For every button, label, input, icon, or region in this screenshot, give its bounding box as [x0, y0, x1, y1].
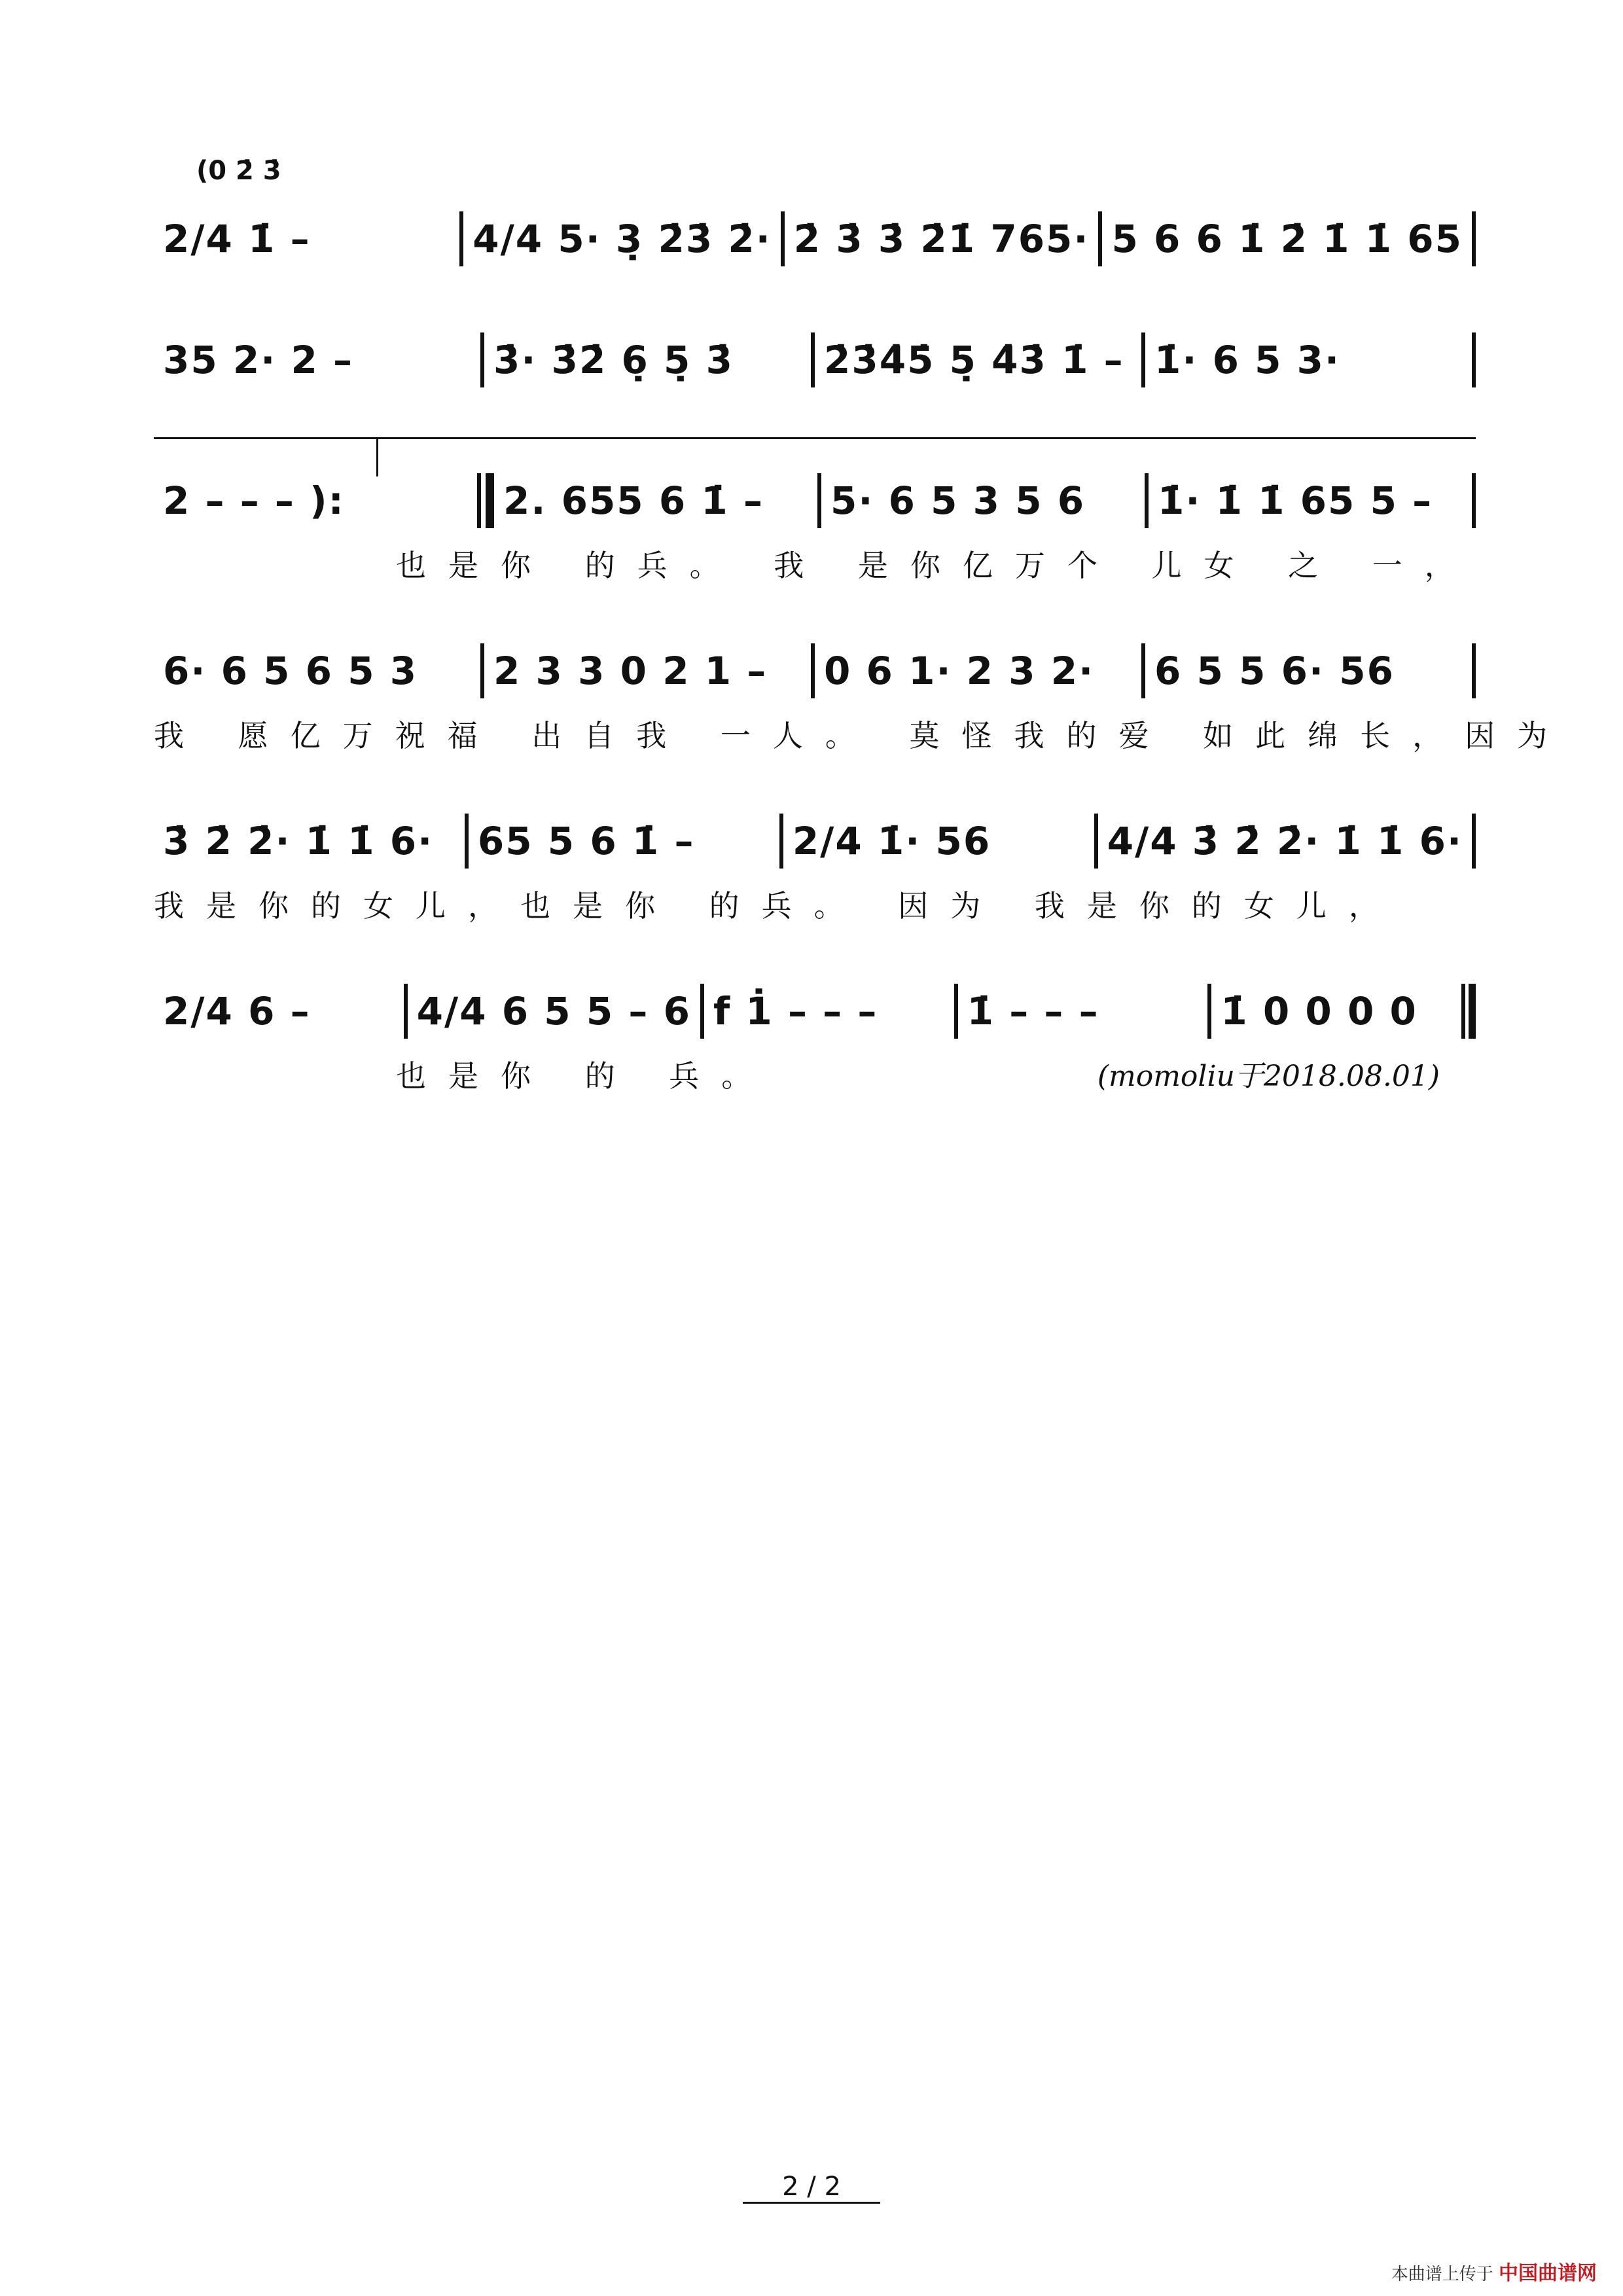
measure: 2̇3̇4̇5̇ 5̣ 4̇3̇ 1̇ – [824, 338, 1124, 382]
measure: 1̇· 6 5 3· [1154, 338, 1341, 382]
measure: 6· 6 5 6 5 3 [163, 649, 418, 693]
lyrics-line: 也是你 的 兵。 [396, 1058, 774, 1094]
measure: 4/4 3̇ 2̇ 2̇· 1̇ 1̇ 6· [1107, 819, 1463, 863]
measure: 35 2· 2 – [163, 338, 354, 382]
measure: 0 6 1· 2 3 2· [824, 649, 1095, 693]
volta-bracket [154, 437, 1476, 439]
measure: 2 3 3 0 2 1 – [493, 649, 768, 693]
measure: 4/4 6 5 5 – 6 [416, 989, 691, 1033]
measure: 3̇· 3̇2̇ 6̣ 5̣ 3̇ [493, 338, 734, 382]
measure: 2/4 6 – [163, 989, 311, 1033]
measure: 2/4 1̇· 56 [792, 819, 991, 863]
measure: 1̇ 0 0 0 0 [1221, 989, 1418, 1033]
site-logo: 中国曲谱网 [1499, 2262, 1597, 2285]
lyrics-line: 也是你 的兵。 我 是你亿万个 儿女 之 一， [396, 548, 1477, 583]
pickup-notes: (0 2̇ 3̇ [196, 156, 281, 186]
barline [1472, 332, 1476, 387]
measure: 1̇· 1̇ 1̇ 65 5 – [1158, 478, 1433, 523]
barline [1472, 643, 1476, 698]
measure: 65 5 6 1̇ – [477, 819, 695, 863]
lyrics-line: 我 愿亿万祝福 出自我 一人。 莫怪我的爱 如此绵长，因为 [154, 718, 1570, 753]
measure: 2̇ 3̇ 3̇ 2̇1̇ 765· [793, 217, 1090, 261]
final-barline [1461, 984, 1476, 1039]
measure: 2. 655 6 1̇ – [503, 478, 764, 523]
measure: 2/4 1̇ – [163, 217, 311, 261]
measure: 5 6 6 1̇ 2̇ 1̇ 1̇ 65 [1111, 217, 1463, 261]
measure: 2 – – – ): [163, 478, 345, 523]
lyrics-line: 我是你的女儿，也是你 的兵。 因为 我是你的女儿， [154, 888, 1401, 924]
measure: 3̇ 2̇ 2̇· 1̇ 1̇ 6· [163, 819, 434, 863]
barline [1472, 211, 1476, 266]
page-number: 2 / 2 [0, 2172, 1623, 2202]
repeat-barline [477, 473, 494, 528]
footer-text: 本曲谱上传于 [1391, 2265, 1493, 2284]
site-footer [1391, 2257, 1597, 2286]
measure: f 1̇ – – – [713, 989, 878, 1033]
arranger-credit: (momoliu于2018.08.01) [1097, 1060, 1440, 1093]
measure: 6 5 5 6· 56 [1154, 649, 1395, 693]
barline [1472, 814, 1476, 869]
measure: 5· 6 5 3 5 6 [830, 478, 1086, 523]
measure: 1̇ – – – [967, 989, 1099, 1033]
barline [1472, 473, 1476, 528]
measure: 4/4 5· 3̣ 2̇3̇ 2̇· [473, 217, 772, 261]
